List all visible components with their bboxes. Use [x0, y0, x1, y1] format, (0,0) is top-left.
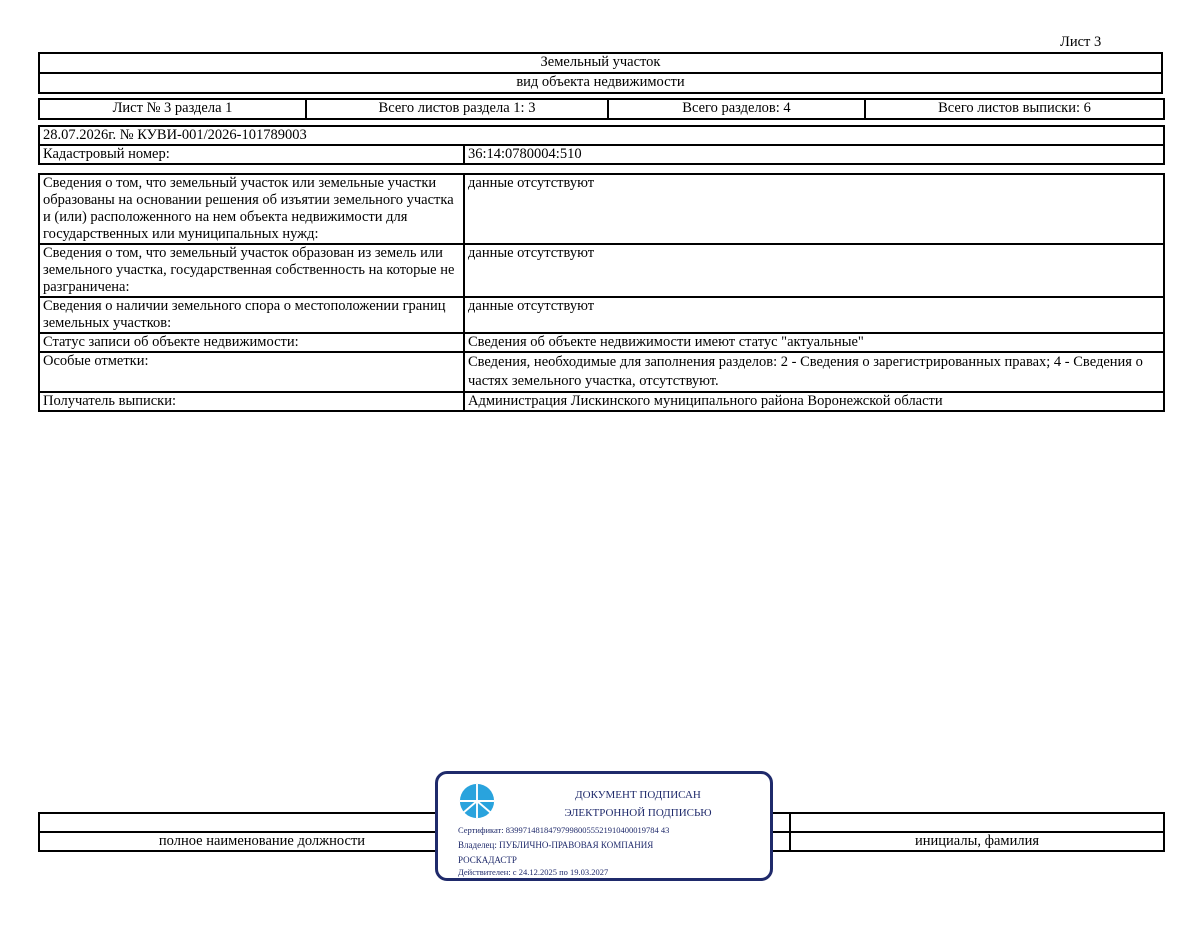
- object-type-caption: вид объекта недвижимости: [39, 73, 1162, 93]
- object-type-table: [38, 52, 1163, 94]
- object-type: Земельный участок: [39, 53, 1162, 73]
- identification-table: [38, 125, 1165, 165]
- roskadastr-logo-icon: [458, 782, 496, 820]
- stamp-line1: ДОКУМЕНТ ПОДПИСАН: [575, 789, 701, 801]
- info-row-label: Сведения о том, что земельный участок образован из земель или земельного участка, государственная собственность на которые не разграничена:: [39, 244, 464, 297]
- info-row: [39, 297, 1164, 333]
- info-row-value: данные отсутствуют: [464, 297, 1164, 333]
- info-row-label: Статус записи об объекте недвижимости:: [39, 333, 464, 352]
- stamp-owner: Владелец: ПУБЛИЧНО-ПРАВОВАЯ КОМПАНИЯ: [458, 840, 654, 850]
- info-row-value: Сведения, необходимые для заполнения разделов: 2 - Сведения о зарегистрированных правах; 4 - Сведения о частях земельного участка, отсутствуют.: [464, 352, 1164, 392]
- stamp-certificate: Сертификат: 839971481847979980055521910400019784 43: [458, 825, 670, 835]
- total-extract-sheets: Всего листов выписки: 6: [865, 99, 1164, 119]
- total-section-sheets: Всего листов раздела 1: 3: [306, 99, 608, 119]
- info-row-label: Получатель выписки:: [39, 392, 464, 411]
- info-row: [39, 174, 1164, 244]
- info-row-label: Особые отметки:: [39, 352, 464, 392]
- name-field: [790, 813, 1164, 832]
- extract-date-number: 28.07.2026г. № КУВИ-001/2026-101789003: [39, 126, 1164, 145]
- info-row: [39, 244, 1164, 297]
- sheet-of-section: Лист № 3 раздела 1: [39, 99, 306, 119]
- position-field: [39, 813, 485, 832]
- info-row-value: Администрация Лискинского муниципального района Воронежской области: [464, 392, 1164, 411]
- sheet-label: Лист 3: [1060, 34, 1102, 50]
- cadastral-number-label: Кадастровый номер:: [39, 145, 464, 164]
- stamp-owner-name: РОСКАДАСТР: [458, 855, 517, 865]
- info-row-value: Сведения об объекте недвижимости имеют статус "актуальные": [464, 333, 1164, 352]
- info-row: [39, 352, 1164, 392]
- info-row-value: данные отсутствуют: [464, 174, 1164, 244]
- sheet-info-table: [38, 98, 1165, 120]
- cadastral-number-value: 36:14:0780004:510: [464, 145, 1164, 164]
- info-row: [39, 333, 1164, 352]
- total-sections: Всего разделов: 4: [608, 99, 865, 119]
- position-caption: полное наименование должности: [39, 832, 485, 851]
- info-row: [39, 392, 1164, 411]
- name-caption: инициалы, фамилия: [790, 832, 1164, 851]
- info-row-label: Сведения о наличии земельного спора о местоположении границ земельных участков:: [39, 297, 464, 333]
- electronic-signature-stamp: [435, 771, 773, 881]
- info-row-value: данные отсутствуют: [464, 244, 1164, 297]
- stamp-validity: Действителен: с 24.12.2025 по 19.03.2027: [458, 867, 609, 877]
- stamp-line2: ЭЛЕКТРОННОЙ ПОДПИСЬЮ: [564, 807, 712, 819]
- info-row-label: Сведения о том, что земельный участок или земельные участки образованы на основании решения об изъятии земельного участка и (или) расположенного на нем объекта недвижимости для государственных или муниципальных нужд:: [39, 174, 464, 244]
- land-plot-info-table: [38, 173, 1165, 412]
